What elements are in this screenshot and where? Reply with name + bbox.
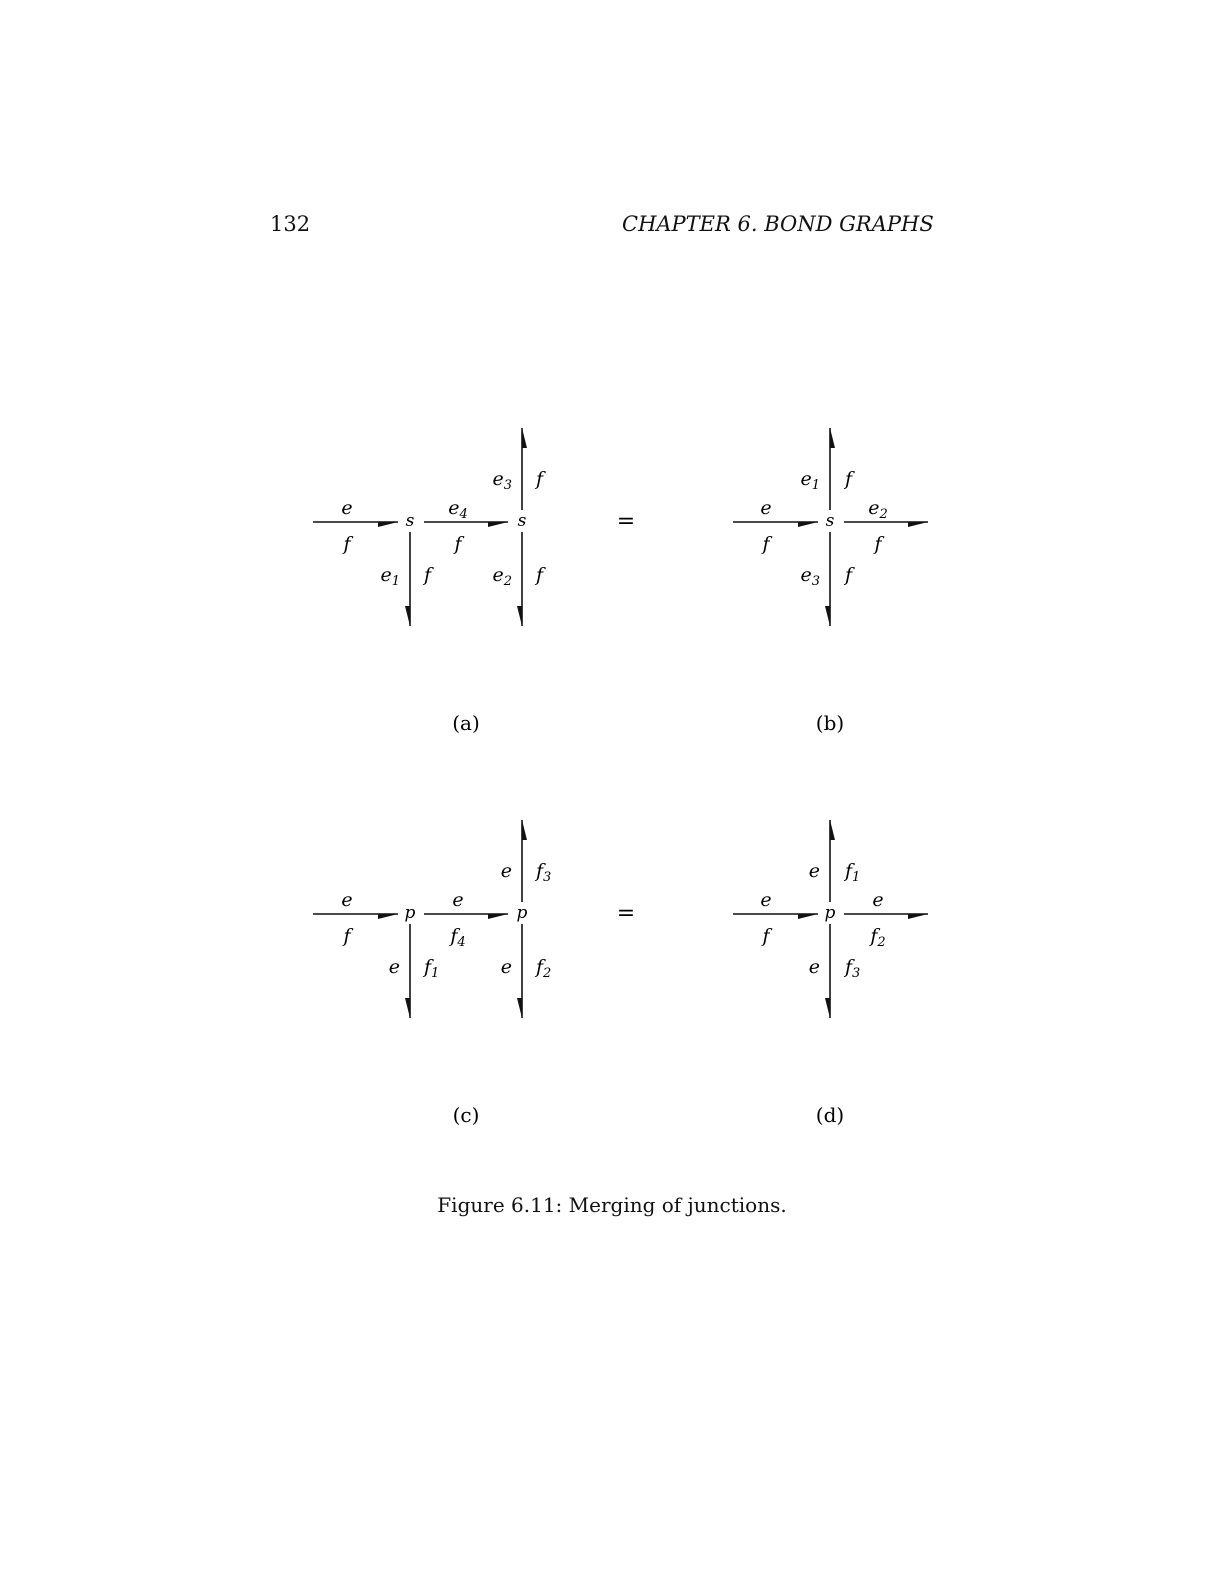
- bond-label-effort: $e_2$: [492, 564, 512, 589]
- bond-label-effort: $e_2$: [868, 497, 888, 522]
- bond-label-effort: $e_1$: [380, 564, 400, 589]
- bond-label-effort: $e_1$: [800, 468, 820, 493]
- bond-label-effort: $e_3$: [492, 468, 512, 493]
- panel-d: [733, 820, 928, 1127]
- bond-label-flow: $f_1$: [424, 956, 440, 981]
- bond-label-effort: e: [452, 889, 464, 911]
- junction-node: p: [824, 903, 836, 923]
- bond-label-effort: e: [808, 860, 820, 882]
- equals-sign: =: [616, 901, 636, 926]
- panel-label: (d): [815, 1103, 845, 1127]
- bond-label-flow: $f_2$: [870, 925, 886, 950]
- bond-label-effort: $e_3$: [800, 564, 820, 589]
- bond-label-effort: e: [388, 956, 400, 978]
- bond-label-flow: $f_4$: [450, 925, 466, 950]
- bond-label-flow: $f_3$: [536, 860, 552, 885]
- panel-label: (b): [815, 711, 845, 735]
- bond-label-flow: f: [536, 564, 544, 586]
- bond-label-flow: f: [874, 533, 882, 555]
- figure-caption: Figure 6.11: Merging of junctions.: [437, 1193, 787, 1217]
- bond-label-effort: e: [872, 889, 884, 911]
- bond-label-effort: e: [341, 497, 353, 519]
- bond-label-flow: f: [762, 533, 770, 555]
- bond-label-flow: f: [762, 925, 770, 947]
- equals-sign: =: [616, 509, 636, 534]
- page-number: 132: [270, 212, 311, 236]
- bond-label-effort: $e_4$: [448, 497, 468, 522]
- bond-label-effort: e: [341, 889, 353, 911]
- panel-b: [733, 428, 928, 735]
- junction-node: s: [517, 511, 527, 531]
- bond-label-flow: f: [424, 564, 432, 586]
- bond-label-flow: $f_2$: [536, 956, 552, 981]
- junction-node: s: [405, 511, 415, 531]
- junction-node: s: [825, 511, 835, 531]
- bond-label-effort: e: [760, 889, 772, 911]
- running-head: CHAPTER 6. BOND GRAPHS: [622, 212, 934, 236]
- bond-label-flow: f: [536, 468, 544, 490]
- junction-node: p: [516, 903, 528, 923]
- bond-label-effort: e: [760, 497, 772, 519]
- bond-label-effort: e: [808, 956, 820, 978]
- bond-label-flow: f: [845, 468, 853, 490]
- bond-label-flow: $f_1$: [845, 860, 861, 885]
- panel-label: (a): [452, 711, 480, 735]
- panel-label: (c): [452, 1103, 480, 1127]
- bond-label-flow: f: [454, 533, 462, 555]
- bond-label-flow: f: [845, 564, 853, 586]
- bond-label-flow: f: [343, 925, 351, 947]
- panel-a: [313, 428, 546, 735]
- bond-label-flow: f: [343, 533, 351, 555]
- bond-label-flow: $f_3$: [845, 956, 861, 981]
- panel-c: [313, 820, 551, 1127]
- junction-node: p: [404, 903, 416, 923]
- bond-label-effort: e: [500, 860, 512, 882]
- bond-label-effort: e: [500, 956, 512, 978]
